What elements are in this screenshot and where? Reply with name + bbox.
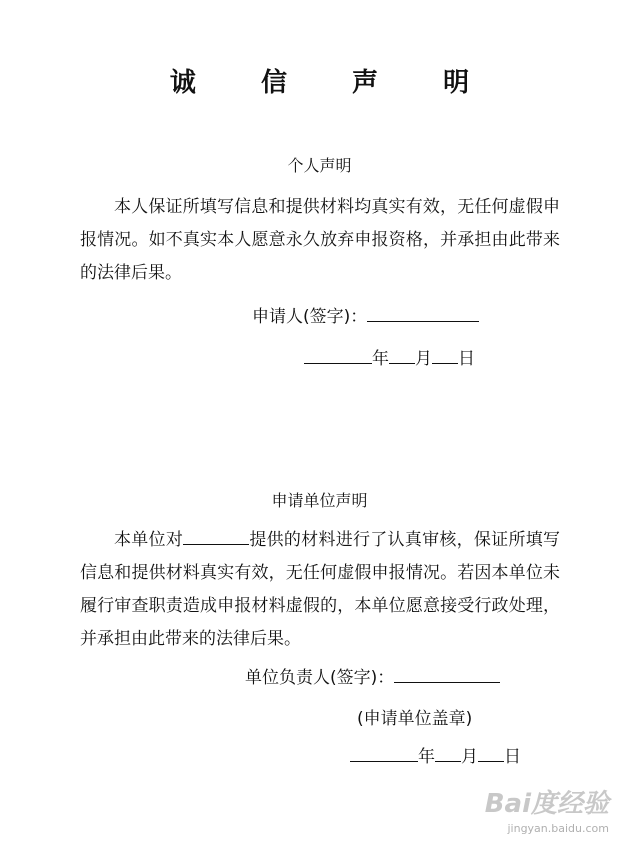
document-title: 诚 信 声 明: [169, 68, 498, 98]
unit-day-label: 日: [504, 747, 521, 767]
personal-month-label: 月: [415, 349, 432, 369]
personal-year-blank[interactable]: [304, 347, 372, 364]
unit-date-line: [350, 742, 521, 767]
watermark-text: Bai度经验: [484, 789, 609, 819]
personal-signature-line: [252, 302, 479, 327]
unit-year-blank[interactable]: [350, 745, 418, 762]
personal-body: 本人保证所填写信息和提供材料均真实有效，无任何虚假申报情况。如不真实本人愿意永久放弃申报资格，并承担由此带来的法律后果。: [80, 197, 560, 283]
baidu-watermark: [485, 783, 609, 835]
unit-applicant-blank[interactable]: [183, 528, 249, 545]
personal-signature-blank[interactable]: [367, 305, 479, 322]
unit-seal-label: (申请单位盖章): [357, 709, 473, 729]
personal-day-blank[interactable]: [432, 347, 458, 364]
unit-heading: 申请单位声明: [271, 491, 368, 510]
unit-body-suffix: 提供的材料进行了认真审核，保证所填写信息和提供材料真实有效，无任何虚假申报情况。若因本单位未履行审查职责造成申报材料虚假的，本单位愿意接受行政处理，并承担由此带来的法律后果。: [80, 530, 561, 649]
personal-month-blank[interactable]: [389, 347, 415, 364]
personal-day-label: 日: [458, 349, 475, 369]
unit-signature-label: 单位负责人(签字)：: [245, 668, 395, 688]
unit-body-prefix: 本单位对: [114, 530, 184, 550]
unit-body: [80, 524, 560, 656]
personal-year-label: 年: [372, 349, 389, 369]
unit-signature-line: [245, 663, 500, 688]
unit-day-blank[interactable]: [478, 745, 504, 762]
unit-month-blank[interactable]: [435, 745, 461, 762]
personal-heading: 个人声明: [287, 156, 352, 175]
unit-signature-blank[interactable]: [394, 666, 500, 683]
personal-date-line: [304, 344, 475, 369]
unit-month-label: 月: [461, 747, 478, 767]
watermark-sub: jingyan.baidu.com: [507, 822, 609, 835]
unit-year-label: 年: [418, 747, 435, 767]
personal-signature-label: 申请人(签字)：: [252, 307, 368, 327]
